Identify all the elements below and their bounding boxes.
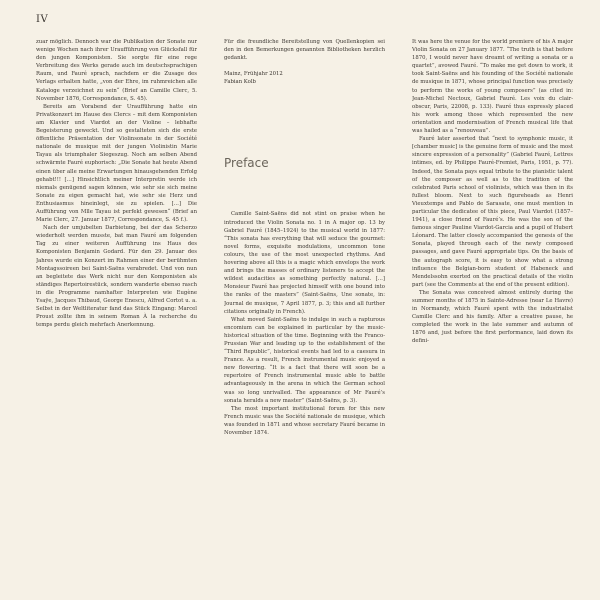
column-german-1	[36, 38, 197, 578]
paragraph: Bereits am Vorabend der Uraufführung hatte ein Privatkonzert im Hause des Clercs – mit dem Komponisten am Klavier und Viardot an der Violine – lebhafte Begeisterung geweckt. Und so gestalteten sich die erste öffentliche Präsentation der Violinsonate in der Société nationale de musique mit der jungen Violinistin Marie Tayau als triumphaler Siegeszug. Noch am selben Abend schwärmte Fauré euphorisch: „Die Sonate hat heute Abend einen über alle meine Erwartungen hinausgehenden Erfolg gehabt!!! […] Hinsichtlich meiner Interpretin werde ich niemals genügend sagen können, wie sehr sie sich meine Sonate zu eigen gemacht hat, wie sehr sie Herz und Enthusiasmus hineinlegt, sie zu spielen. […] Die Aufführung von Mlle Tayau ist perfekt gewesen“ (Brief an Marie Clerc, 27. Januar 1877, Correspondance, S. 45 f.).	[36, 103, 197, 224]
paragraph: Fauré later asserted that “next to symphonic music, it [chamber music] is the genuine form of music and the most sincere expression of a personality” (Gabriel Fauré, Lettres intimes, ed. by Philippe Fauré-Fremiet, Paris, 1951, p. 77). Indeed, the Sonata pays equal tribute to the pianistic talent of the composer as well as to the tradition of the celebrated Paris school of violinists, which was then in its fullest bloom. Next to such figureheads as Henri Vieuxtemps and Pablo de Sarasate, one must mention in particular the dedicatee of this piece, Paul Viardot (1857–1941), a close friend of Fauré’s. He was the son of the famous singer Pauline Viardot-Garcia and a pupil of Hubert Léonard. The latter closely accompanied the genesis of the Sonata, played through each of the newly composed passages, and gave Fauré appropriate tips. On the basis of the autograph score, it is easy to show what a strong influence the Belgian-born student of Habeneck and Mendelssohn exerted on the practical details of the violin part (see the Comments at the end of the present edition).	[412, 136, 573, 288]
paragraph: Camille Saint-Saëns did not stint on praise when he introduced the Violin Sonata no. 1 in A major op. 13 by Gabriel Fauré (1845–1924) to the musical world in 1877: “This sonata has everything that will seduce the gourmet: novel forms, exquisite modulations, uncommon tone colours, the use of the most unexpected rhythms. And hovering above all this is a magic which envelops the work and brings the masses of ordinary listeners to accept the wildest audacities as something perfectly natural. […] Monsieur Fauré has projected himself with one bound into the ranks of the masters” (Saint-Saëns, Une sonate, in: Journal de musique, 7 April 1877, p. 3; this and all further citations originally in French).	[224, 211, 385, 315]
signature-place-date: Mainz, Frühjahr 2012	[224, 71, 283, 78]
paragraph: The Sonata was conceived almost entirely during the summer months of 1875 in Sainte-Adresse (near Le Havre) in Normandy, which Fauré spent with the industrialist Camille Clerc and his family. After a creative pause, he completed the work in the late summer and autumn of 1876 and, just before the first performance, laid down its defini-	[412, 289, 573, 345]
signature-block	[224, 70, 385, 86]
paragraph: What moved Saint-Saëns to indulge in such a rapturous encomium can be explained in particular by the music-historical situation of the time. Beginning with the Franco-Prussian War and leading up to the establishment of the “Third Republic”, historical events had led to a caesura in France. As a result, French instrumental music enjoyed a new flowering. “It is a fact that there will soon be a repertoire of French instrumental music able to battle advantageously in the arena in which the German school was so long unrivalled. The appearance of Mr Fauré’s sonata heralds a new master” (Saint-Saëns, p. 3).	[224, 316, 385, 404]
preface-heading: Preface	[224, 156, 269, 171]
signature-name: Fabian Kolb	[224, 79, 256, 86]
paragraph: The most important institutional forum for this new French music was the Société nationale de musique, which was founded in 1871 and whose secretary Fauré became in November 1874.	[224, 405, 385, 436]
page-number: IV	[36, 14, 49, 25]
acknowledgement-paragraph: Für die freundliche Bereitstellung von Quellenkopien sei den in den Bemerkungen genannten Bibliotheken herzlich gedankt.	[224, 39, 385, 62]
column-english-right	[412, 38, 573, 578]
paragraph: zuar möglich. Dennoch war die Publikation der Sonate nur wenige Wochen nach ihrer Uraufführung von Glücksfall für den jungen Komponisten. Sie sorgte für eine rege Verbreitung des Werks gerade auch im deutschsprachigen Raum, und Fauré sprach, nachdem er die Zusage des Verlags erhalten hatte, „von der Ehre, im ruhmreichen alle Kataloge verzeichnet zu sein“ (Brief an Camille Clerc, 5. November 1876, Correspondance, S. 45).	[36, 39, 197, 102]
paragraph: It was here the venue for the world premiere of his A major Violin Sonata on 27 January 1877. “The truth is that before 1870, I would never have dreamt of writing a sonata or a quartet”, avowed Fauré. “To make me get down to work, it took Saint-Saëns and his founding of the Société nationale de musique in 1871, whose principal function was precisely to perform the works of young composers” (as cited in: Jean-Michel Nectoux, Gabriel Fauré. Les voix du clair-obscur, Paris, 22008, p. 133). Fauré thus expressly placed his work among those which represented the new orientation and modernisation of French musical life that was hailed as a “renouveau”.	[412, 39, 573, 135]
column-middle	[224, 38, 385, 578]
paragraph: Nach der umjubelten Darbietung, bei der das Scherzo wiederholt werden musste, bat man Fauré am folgenden Tag zu einer weiteren Aufführung ins Haus des Komponisten Benjamin Godard. Für den 29. Januar des Jahres wurde ein Konzert im Rahmen einer der berühmten Montagssoireen bei Saint-Saëns verabredet. Und von nun an begleitete das Werk nicht nur den Komponisten als ständiges Repertoirestück, sondern wanderte ebenso rasch in die Programme namhafter Interpreten wie Eugène Ysaÿe, Jacques Thibaud, George Enescu, Alfred Cortot u. a. Selbst in der Weltliteratur fand das Stück Eingang: Marcel Proust zollte ihm in seinem Roman À la recherche du temps perdu gleich mehrfach Anerkennung.	[36, 225, 197, 329]
